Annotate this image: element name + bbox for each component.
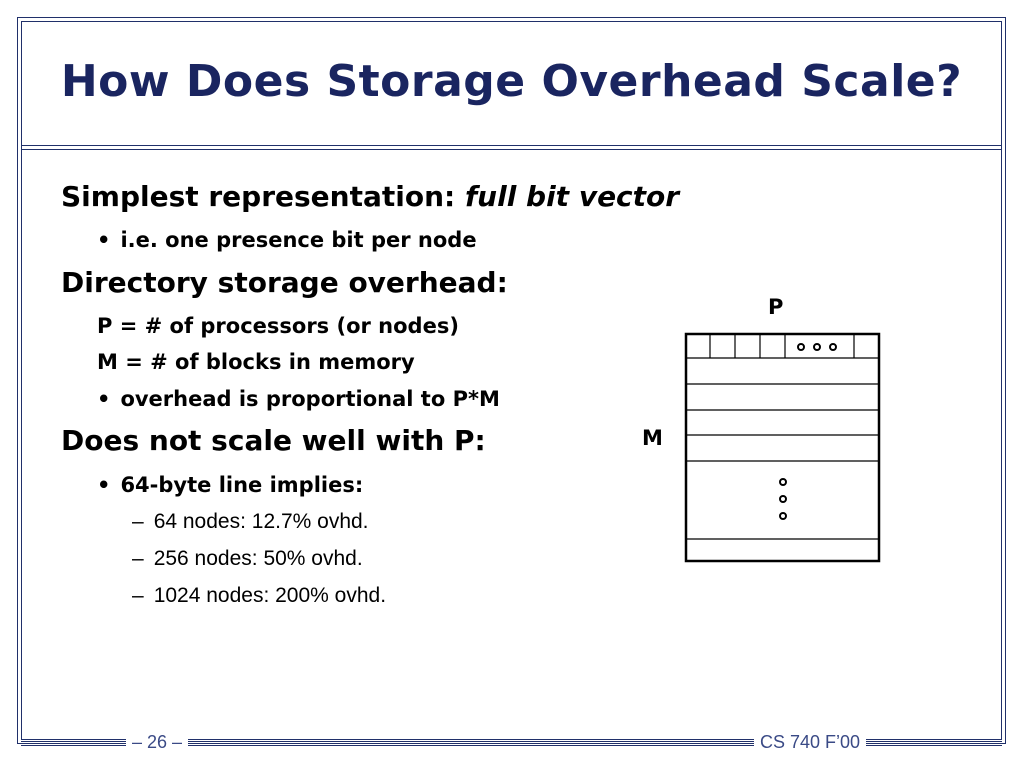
sub-bullet-proportional: [97, 387, 500, 411]
bit-vector-diagram: [620, 290, 900, 580]
label-m: M: [642, 426, 663, 450]
bullet-simplest-representation: [61, 180, 679, 213]
bullet-directory-overhead: Directory storage overhead:: [61, 266, 508, 299]
label-p: P: [768, 295, 784, 319]
title-divider: [21, 145, 1002, 146]
overhead-item-text: 64 nodes: 12.7% ovhd.: [153, 510, 369, 533]
overhead-item: [132, 584, 386, 608]
bullet-dot-icon: •: [97, 228, 111, 252]
page-number: – 26 –: [126, 732, 188, 753]
bullet-text: Simplest representation:: [61, 180, 465, 213]
dash-icon: –: [132, 584, 144, 607]
sub-bullet-line-implies: [97, 473, 363, 497]
bullet-emphasis: full bit vector: [464, 180, 680, 213]
course-label: CS 740 F’00: [754, 732, 866, 753]
sub-bullet-text: i.e. one presence bit per node: [120, 228, 477, 252]
definition-m: M = # of blocks in memory: [97, 350, 415, 374]
overhead-item: [132, 547, 363, 571]
sub-bullet-text: 64-byte line implies:: [120, 473, 364, 497]
dash-icon: –: [132, 547, 144, 570]
slide-title: How Does Storage Overhead Scale?: [60, 56, 963, 107]
directory-table: [686, 334, 879, 561]
overhead-item-text: 1024 nodes: 200% ovhd.: [153, 584, 387, 607]
bullet-dot-icon: •: [97, 473, 111, 497]
definition-p: P = # of processors (or nodes): [97, 314, 459, 338]
title-divider-double: [21, 149, 1002, 150]
bullet-does-not-scale: Does not scale well with P:: [61, 424, 486, 457]
sub-bullet-text: overhead is proportional to P*M: [120, 387, 500, 411]
overhead-item: [132, 510, 369, 534]
overhead-item-text: 256 nodes: 50% ovhd.: [153, 547, 363, 570]
bullet-dot-icon: •: [97, 387, 111, 411]
sub-bullet-presence-bit: [97, 228, 477, 252]
dash-icon: –: [132, 510, 144, 533]
